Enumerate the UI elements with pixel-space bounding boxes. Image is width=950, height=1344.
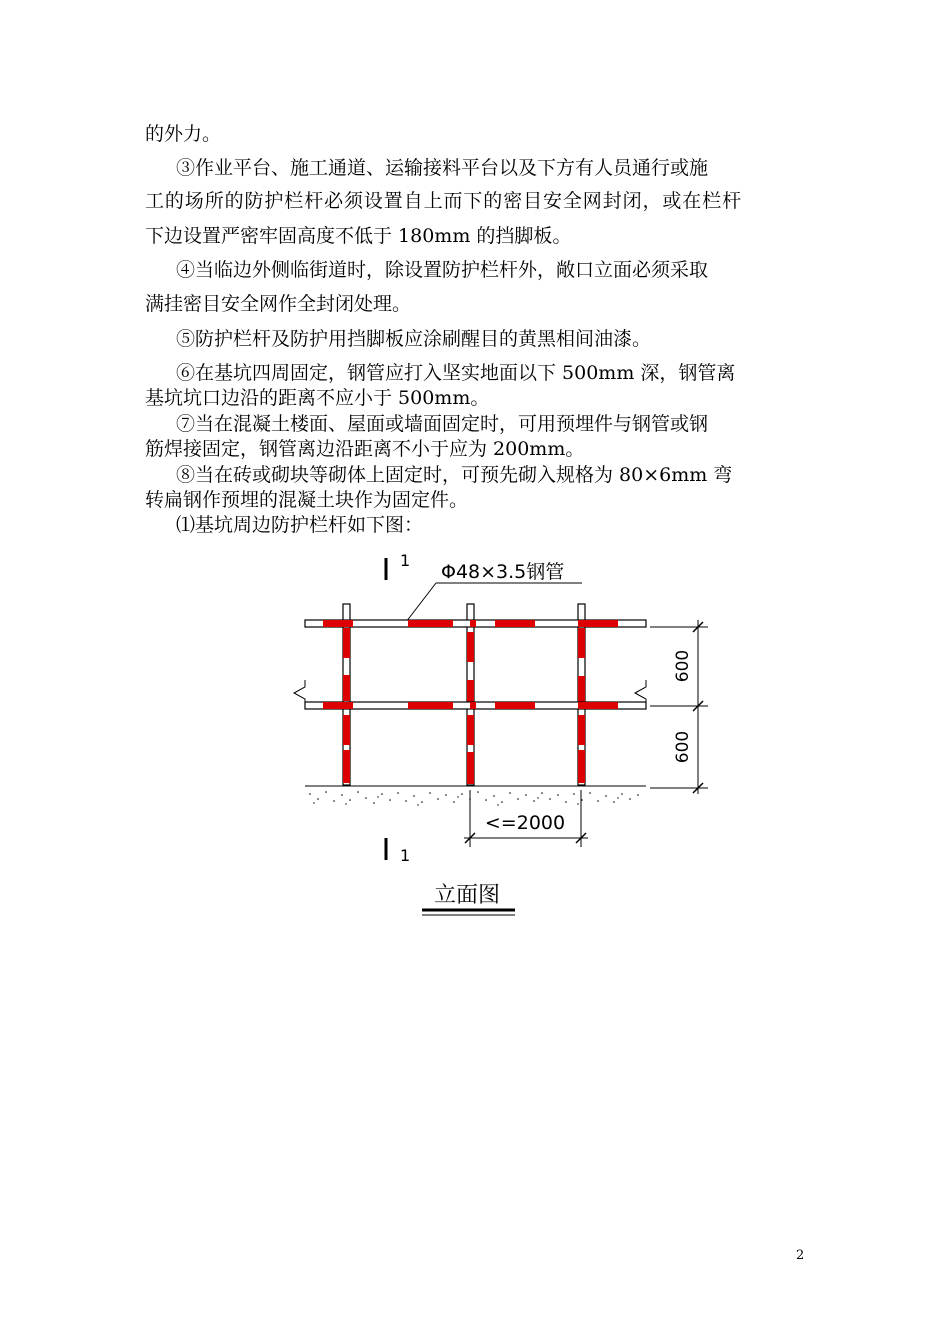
pipe-label: Φ48×3.5钢管: [441, 561, 565, 583]
text-line: ⑥在基坑四周固定，钢管应打入坚实地面以下 500mm 深，钢管离: [176, 362, 736, 384]
guardrail-elevation-diagram: [280, 540, 720, 920]
rail-top: [305, 620, 646, 627]
text-line: 满挂密目安全网作全封闭处理。: [145, 293, 412, 315]
ground-hatch: [305, 786, 646, 806]
text-line: 筋焊接固定，钢管离边沿距离不小于应为 200mm。: [145, 438, 585, 460]
text-line: ⑧当在砖或砌块等砌体上固定时，可预先砌入规格为 80×6mm 弯: [176, 464, 733, 486]
text-line: ⑦当在混凝土楼面、屋面或墙面固定时，可用预埋件与钢管或钢: [176, 413, 709, 435]
text-line: 基坑坑口边沿的距离不应小于 500mm。: [145, 387, 490, 409]
dimension-lower: 600: [673, 730, 693, 764]
section-mark-top-label: 1: [400, 551, 411, 570]
text-line: 工的场所的防护栏杆必须设置自上而下的密目安全网封闭，或在栏杆: [145, 190, 743, 212]
text-line: 下边设置严密牢固高度不低于 180mm 的挡脚板。: [145, 225, 572, 247]
text-line: ⑤防护栏杆及防护用挡脚板应涂刷醒目的黄黑相间油漆。: [176, 328, 652, 350]
posts: [343, 604, 585, 785]
horizontal-dimension: [464, 790, 588, 847]
post-right: [578, 604, 585, 785]
text-line: ③作业平台、施工通道、运输接料平台以及下方有人员通行或施: [176, 157, 709, 179]
section-mark-bottom-label: 1: [400, 846, 411, 865]
vertical-dimension: [650, 620, 708, 794]
post-middle: [467, 604, 474, 785]
figure-caption: [422, 883, 515, 915]
page-number: 2: [796, 1248, 805, 1263]
spacing-label: <=2000: [484, 812, 566, 834]
post-left: [343, 604, 350, 785]
ground-dots: [309, 791, 639, 806]
rail-middle: [305, 702, 646, 709]
dimension-upper: 600: [673, 649, 693, 683]
pipe-label-callout: [406, 561, 582, 622]
text-line: ⑴基坑周边防护栏杆如下图：: [176, 514, 424, 536]
text-line: ④当临边外侧临街道时，除设置防护栏杆外，敞口立面必须采取: [176, 259, 709, 281]
text-line: 的外力。: [145, 123, 222, 145]
text-line: 转扁钢作预埋的混凝土块作为固定件。: [145, 489, 469, 511]
caption-text: 立面图: [433, 883, 501, 908]
section-mark-top: [386, 551, 410, 580]
section-mark-bottom: [386, 838, 410, 865]
